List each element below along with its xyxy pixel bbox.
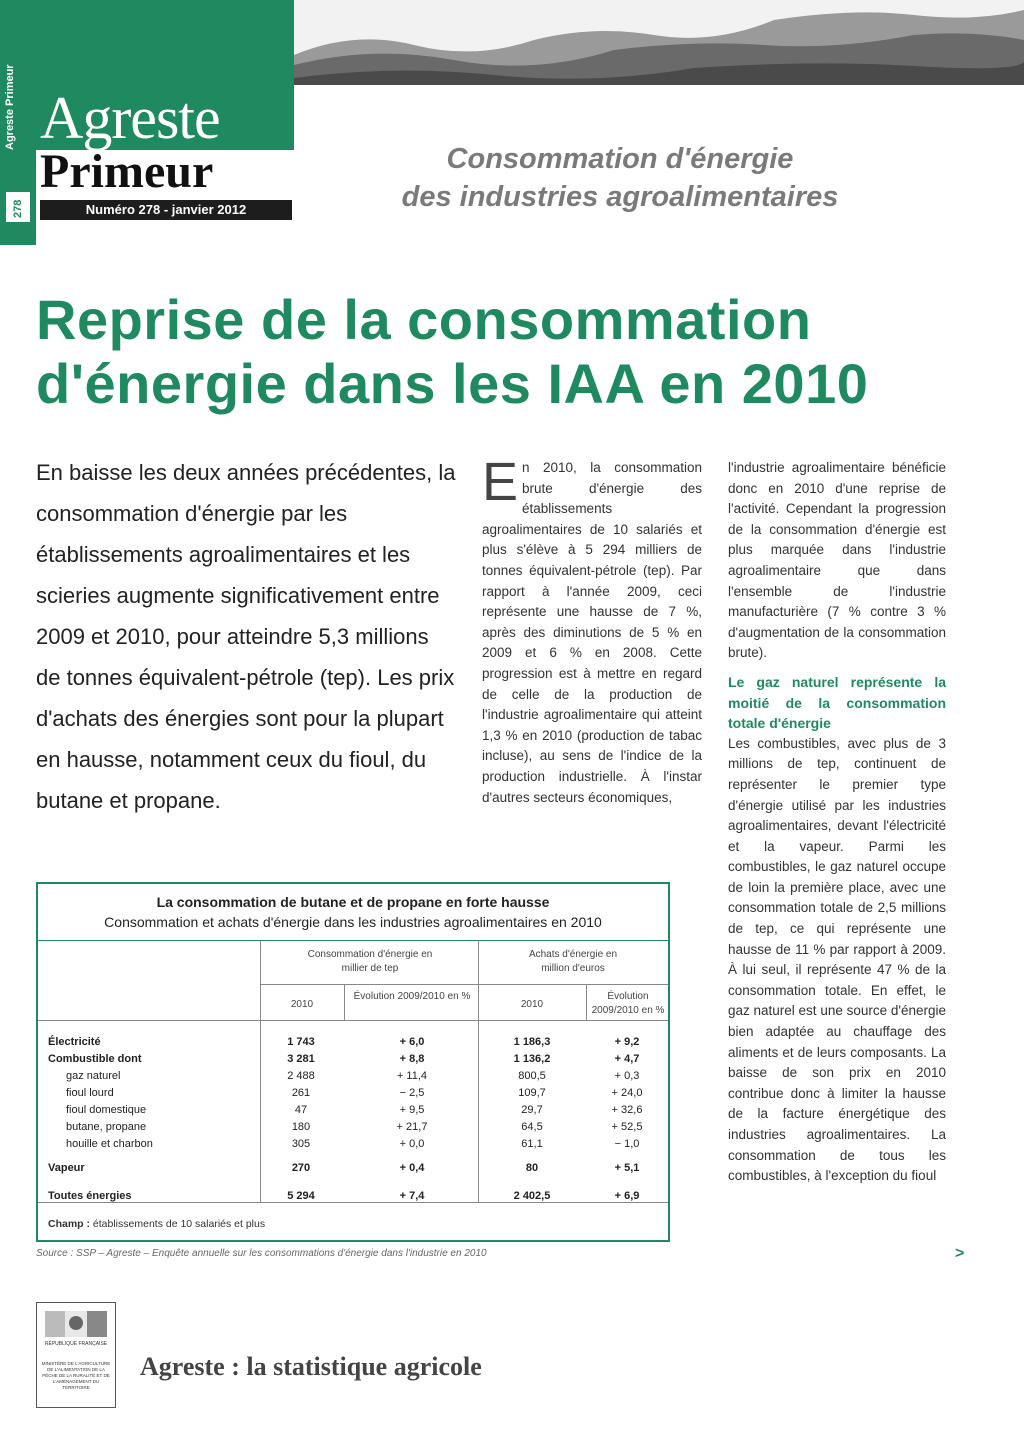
row-label: Vapeur	[48, 1162, 85, 1174]
row-label: houille et charbon	[66, 1138, 153, 1150]
cell-c3: 109,7	[518, 1087, 546, 1099]
row-label: gaz naturel	[66, 1070, 121, 1082]
cell-c3: 1 136,2	[513, 1053, 551, 1065]
cell-c2: + 9,5	[399, 1104, 425, 1116]
issue-number: Numéro 278 - janvier 2012	[40, 200, 292, 220]
cell-c1: 261	[291, 1087, 311, 1099]
cell-c1: 5 294	[287, 1190, 315, 1202]
col2-text: n 2010, la consommation brute d'énergie des établissements agroalimentaires de 10 salariés et plus s'élève à 5 294 milliers de tonnes équivalent-pétrole (tep). Par rapport à l'année 2009, ceci représente une hausse de 7 %, après des diminutions de 5 % en 2009 et 6 % en 2008. Cette progression est à mettre en regard de celle de la production de l'industrie agroalimentaire qui atteint 1,3 % en 2010 (production de tabac incluse), au sens de l'indice de la production industrielle. À l'instar d'autres secteurs économiques,	[482, 460, 702, 805]
body-column-2	[482, 452, 702, 808]
side-label	[4, 122, 16, 150]
cell-c2: + 8,8	[399, 1053, 425, 1065]
cell-c4: + 24,0	[611, 1087, 643, 1099]
cell-c1: 270	[291, 1162, 311, 1174]
cell-c1: 47	[294, 1104, 308, 1116]
table-row	[38, 1138, 668, 1155]
cell-c3: 64,5	[521, 1121, 543, 1133]
table-row	[38, 1104, 668, 1121]
republique-text: RÉPUBLIQUE FRANÇAISE	[44, 1341, 108, 1347]
table-row	[38, 1036, 668, 1053]
energy-table	[36, 882, 670, 1242]
cell-c3: 800,5	[518, 1070, 546, 1082]
footer-tagline: Agreste : la statistique agricole	[140, 1352, 482, 1381]
cell-c4: − 1,0	[614, 1138, 640, 1150]
table-divider	[38, 940, 668, 941]
table-title: La consommation de butane et de propane en forte hausse	[156, 894, 550, 910]
row-label: butane, propane	[66, 1121, 147, 1133]
header-purchases: Achats d'énergie en million d'euros	[528, 949, 618, 974]
row-label: Électricité	[48, 1036, 101, 1048]
table-row	[38, 1121, 668, 1138]
scope-text: établissements de 10 salariés et plus	[90, 1218, 266, 1230]
table-footer-divider	[38, 1202, 668, 1203]
cell-c2: + 6,0	[399, 1036, 425, 1048]
dropcap: E	[482, 452, 519, 512]
subtitle-line1: Consommation d'énergie	[446, 143, 794, 175]
title-line2: d'énergie dans les IAA en 2010	[36, 352, 869, 415]
header-year: 2010	[520, 999, 544, 1010]
ministry-logo	[36, 1302, 116, 1408]
cell-c2: + 0,4	[399, 1162, 425, 1174]
cell-c4: + 4,7	[614, 1053, 640, 1065]
header-consumption: Consommation d'énergie en millier de tep	[307, 949, 433, 974]
cell-c3: 61,1	[521, 1138, 543, 1150]
table-row	[38, 1162, 668, 1179]
lead-paragraph: En baisse les deux années précédentes, la consommation d'énergie par les établissements agroalimentaires et les scieries augmente significativement entre 2009 et 2010, pour atteindre 5,3 millions de tonnes équivalent-pétrole (tep). Les prix d'achats des énergies sont pour la plupart en hausse, notamment ceux du fioul, du butane et propane.	[36, 460, 456, 813]
table-source: Source : SSP – Agreste – Enquête annuelle sur les consommations d'énergie dans l'industrie en 2010	[36, 1248, 487, 1259]
row-label: fioul lourd	[66, 1087, 114, 1099]
continue-arrow-icon: >	[955, 1245, 965, 1262]
table-row	[38, 1190, 668, 1207]
table-row	[38, 1053, 668, 1070]
logo-primeur: Primeur	[40, 145, 214, 198]
col3-paragraph-1: l'industrie agroalimentaire bénéficie donc en 2010 d'une reprise de l'activité. Cependant la progression de la consommation d'énergie est plus marquée dans l'industrie agroalimentaire que dans l'ensemble de l'industrie manufacturière (7 % contre 3 % d'augmentation de la consommation brute).	[728, 460, 946, 661]
cell-c1: 180	[291, 1121, 311, 1133]
cell-c2: + 21,7	[396, 1121, 428, 1133]
cell-c2: + 7,4	[399, 1190, 425, 1202]
table-header-divider	[38, 1020, 668, 1021]
table-scope	[48, 1218, 265, 1230]
table-row	[38, 1070, 668, 1087]
body-column-3	[728, 458, 946, 1187]
cell-c3: 80	[525, 1162, 539, 1174]
header-evolution: Évolution 2009/2010 en %	[353, 991, 471, 1002]
cell-c3: 2 402,5	[513, 1190, 551, 1202]
row-label: fioul domestique	[66, 1104, 147, 1116]
ministry-text: MINISTÈRE DE L'AGRICULTURE DE L'ALIMENTATION DE LA PÊCHE DE LA RURALITÉ ET DE L'AMÉNAGEMENT DU TERRITOIRE	[41, 1361, 111, 1390]
table-row	[38, 1087, 668, 1104]
marianne-icon	[45, 1311, 107, 1337]
cell-c4: + 52,5	[611, 1121, 643, 1133]
logo-agreste: Agreste	[40, 85, 220, 151]
cell-c1: 305	[291, 1138, 311, 1150]
row-label: Combustible dont	[48, 1053, 142, 1065]
table-subtitle: Consommation et achats d'énergie dans les industries agroalimentaires en 2010	[104, 914, 602, 930]
cell-c4: + 0,3	[614, 1070, 640, 1082]
side-number-text: 278	[12, 199, 24, 218]
header-year: 2010	[290, 999, 314, 1010]
cell-c4: + 5,1	[614, 1162, 640, 1174]
cell-c4: + 6,9	[614, 1190, 640, 1202]
cell-c2: + 0,0	[399, 1138, 425, 1150]
table-header-divider	[260, 984, 668, 985]
cell-c1: 3 281	[287, 1053, 315, 1065]
cell-c4: + 32,6	[611, 1104, 643, 1116]
row-label: Toutes énergies	[48, 1190, 132, 1202]
subtitle	[340, 140, 900, 216]
section-heading: Le gaz naturel représente la moitié de la consommation totale d'énergie	[728, 673, 946, 732]
cell-c2: − 2,5	[399, 1087, 425, 1099]
col3-paragraph-2: Les combustibles, avec plus de 3 millions de tep, continuent de représenter le premier type d'énergie utilisé par les industries agroalimentaires, devant l'électricité et la vapeur. Parmi les combustibles, le gaz naturel occupe de loin la première place, avec une consommation totale de 2,5 millions de tep, ce qui représente une hausse de 11 % par rapport à 2009. À lui seul, il représente 47 % de la consommation totale. En effet, le gaz naturel est une source d'énergie bien adaptée au chauffage des aliments et de leurs composants. La baisse de son prix en 2010 contribue donc à limiter la hausse de la facture énergétique des industries agroalimentaires. La consommation de tous les combustibles, à l'exception du fioul	[728, 735, 946, 1184]
cell-c3: 29,7	[521, 1104, 543, 1116]
cell-c3: 1 186,3	[513, 1036, 551, 1048]
cell-c2: + 11,4	[396, 1070, 428, 1082]
table-col-divider	[586, 984, 587, 1020]
side-number	[6, 192, 30, 222]
table-col-divider	[344, 984, 345, 1020]
landscape-photo	[294, 0, 1024, 85]
header-evolution: Évolution 2009/2010 en %	[591, 991, 665, 1016]
cell-c1: 1 743	[287, 1036, 315, 1048]
cell-c4: + 9,2	[614, 1036, 640, 1048]
cell-c1: 2 488	[287, 1070, 315, 1082]
title-line1: Reprise de la consommation	[36, 288, 812, 351]
scope-label: Champ :	[48, 1218, 90, 1230]
subtitle-line2: des industries agroalimentaires	[401, 181, 839, 213]
page-title	[36, 288, 996, 416]
